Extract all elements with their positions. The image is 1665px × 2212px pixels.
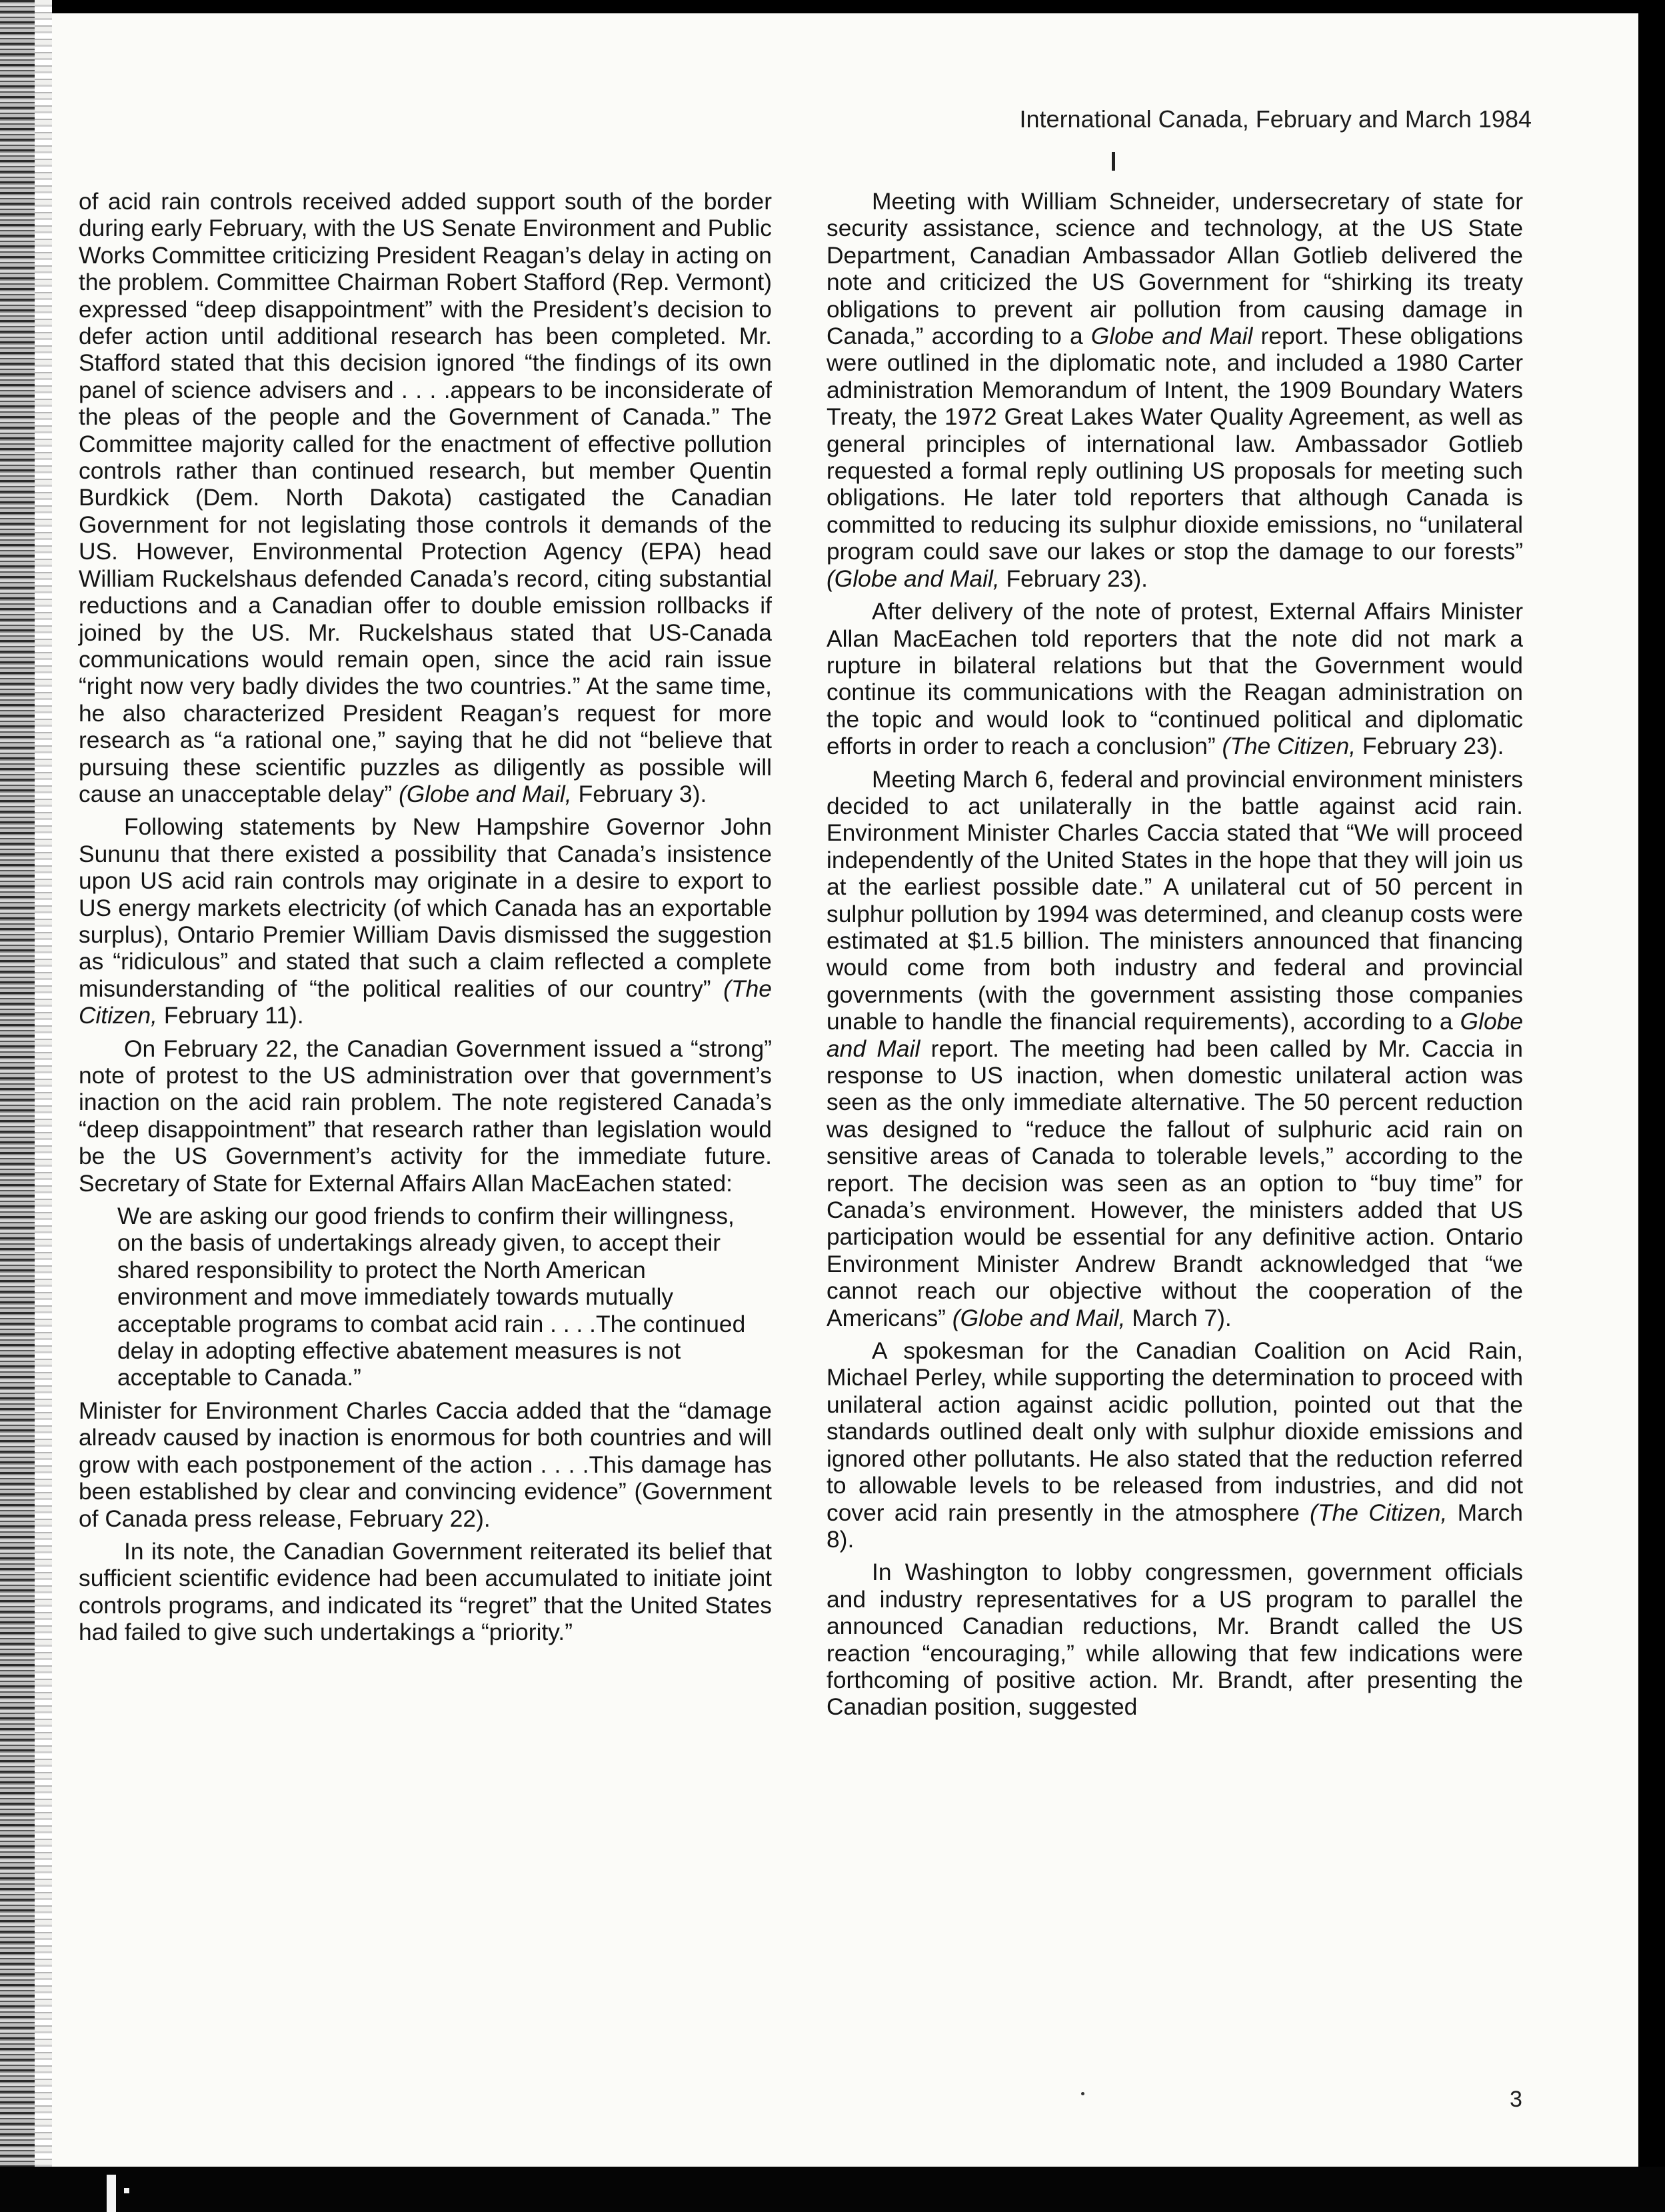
scan-mark [1112, 152, 1115, 171]
right-column [827, 188, 1523, 1727]
paragraph: Minister for Environment Charles Caccia added that the “damage alreadv caused by inaction is enormous for both countries and will grow with each postponement of the action . . . .This damage has been established by clear and convincing evidence” (Government of Canada press release, February 22). [79, 1397, 772, 1532]
paragraph: A spokesman for the Canadian Coalition on Acid Rain, Michael Perley, while supporting the determination to proceed with unilateral action against acidic pollution, pointed out that the standards outlined dealt only with sulphur dioxide emissions and ignored other pollutants. He also stated that the reduction referred to allowable levels to be released from industries, and did not cover acid rain presently in the atmosphere (The Citizen, March 8). [827, 1337, 1523, 1553]
running-head: International Canada, February and March 1984 [1019, 105, 1532, 133]
scan-mark [124, 2188, 129, 2193]
scan-bottom-edge [0, 2167, 1665, 2212]
page-binding-edge [35, 0, 52, 2212]
paragraph: On February 22, the Canadian Government issued a “strong” note of protest to the US administration over that government’s inaction on the acid rain problem. The note registered Canada’s “deep disappointment” that research rather than legislation would be the US Government’s activity for the immediate future. Secretary of State for External Affairs Allan MacEachen stated: [79, 1035, 772, 1197]
paragraph: Meeting March 6, federal and provincial environment ministers decided to act unilaterally in the battle against acid rain. Environment Minister Charles Caccia stated that “We will proceed independently of the United States in the hope that they will join us at the earliest possible date.” A unilateral cut of 50 percent in sulphur pollution by 1994 was determined, and cleanup costs were estimated at $1.5 billion. The ministers announced that financing would come from both industry and federal and provincial governments (with the government assisting those companies unable to handle the financial requirements), according to a Globe and Mail report. The meeting had been called by Mr. Caccia in response to US inaction, when domestic unilateral action was seen as the only immediate alternative. The 50 percent reduction was designed to “reduce the fallout of sulphuric acid rain on sensitive areas of Canada to tolerable levels,” according to the report. The decision was seen as an option to “buy time” for Canada’s environment. However, the ministers added that US participation would be essential for any definitive action. Ontario Environment Minister Andrew Brandt acknowledged that “we cannot reach our objective without the cooperation of the Americans” (Globe and Mail, March 7). [827, 765, 1523, 1331]
block-quote: We are asking our good friends to confirm their willingness, on the basis of undertakings already given, to accept their shared responsibility to protect the North American environment and move immediately towards mutually acceptable programs to combat acid rain . . . .The continued delay in adopting effective abatement measures is not acceptable to Canada.” [117, 1203, 746, 1391]
scan-speck [1081, 2092, 1084, 2095]
left-column [79, 188, 772, 1652]
paragraph: In Washington to lobby congressmen, government officials and industry representatives for a US program to parallel the announced Canadian reductions, Mr. Brandt called the US reaction “encouraging,” while allowing that few indications were forthcoming of positive action. Mr. Brandt, after presenting the Canadian position, suggested [827, 1559, 1523, 1721]
paragraph: After delivery of the note of protest, External Affairs Minister Allan MacEachen told reporters that the note did not mark a rupture in bilateral relations but that the Government would continue its communications with the Reagan administration on the topic and would look to “continued political and diplomatic efforts in order to reach a conclusion” (The Citizen, February 23). [827, 598, 1523, 760]
paragraph: of acid rain controls received added support south of the border during early February, with the US Senate Environment and Public Works Committee criticizing President Reagan’s delay in acting on the problem. Committee Chairman Robert Stafford (Rep. Vermont) expressed “deep disappointment” with the President’s decision to defer action until additional research has been completed. Mr. Stafford stated that this decision ignored “the findings of its own panel of science advisers and . . . .appears to be inconsiderate of the pleas of the people and the Government of Canada.” The Committee majority called for the enactment of effective pollution controls rather than continued research, but member Quentin Burdkick (Dem. North Dakota) castigated the Canadian Government for not legislating those controls it demands of the US. However, Environmental Protection Agency (EPA) head William Ruckelshaus defended Canada’s record, citing substantial reductions and a Canadian offer to double emission rollbacks if joined by the US. Mr. Ruckelshaus stated that US-Canada communications would remain open, since the acid rain issue “right now very badly divides the two countries.” At the same time, he also characterized President Reagan’s request for more research as “a rational one,” saying that he did not “believe that pursuing these scientific puzzles as diligently as possible will cause an unacceptable delay” (Globe and Mail, February 3). [79, 188, 772, 807]
scan-mark [107, 2175, 116, 2212]
page-number: 3 [1510, 2087, 1522, 2112]
paragraph: In its note, the Canadian Government reiterated its belief that sufficient scientific evidence had been accumulated to initiate joint controls programs, and indicated its “regret” that the United States had failed to give such undertakings a “priority.” [79, 1537, 772, 1646]
paragraph: Meeting with William Schneider, undersecretary of state for security assistance, science and technology, at the US State Department, Canadian Ambassador Allan Gotlieb delivered the note and criticized the US Government for “shirking its treaty obligations to prevent air pollution from causing damage in Canada,” according to a Globe and Mail report. These obligations were outlined in the diplomatic note, and included a 1980 Carter administration Memorandum of Intent, the 1909 Boundary Waters Treaty, the 1972 Great Lakes Water Quality Agreement, as well as general principles of international law. Ambassador Gotlieb requested a formal reply outlining US proposals for meeting such obligations. He later told reporters that although Canada is committed to reducing its sulphur dioxide emissions, no “unilateral program could save our lakes or stop the damage to our forests” (Globe and Mail, February 23). [827, 188, 1523, 592]
paragraph: Following statements by New Hampshire Governor John Sununu that there existed a possibility that Canada’s insistence upon US acid rain controls may originate in a desire to export to US energy markets electricity (of which Canada has an exportable surplus), Ontario Premier William Davis dismissed the suggestion as “ridiculous” and stated that such a claim reflected a complete misunderstanding of “the political realities of our country” (The Citizen, February 11). [79, 813, 772, 1029]
